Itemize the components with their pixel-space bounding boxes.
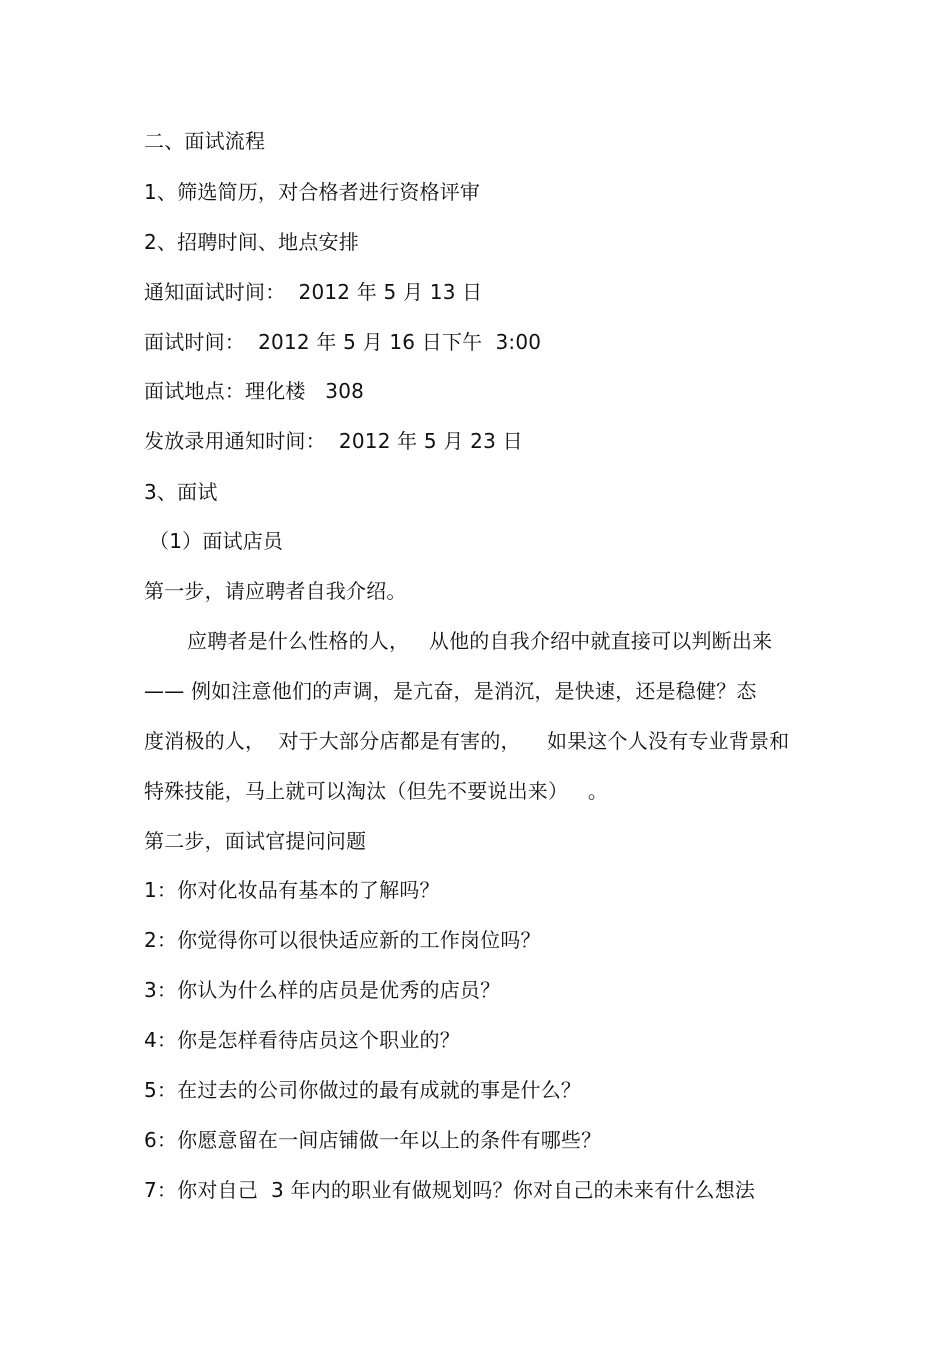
paragraph-line: 度消极的人， 对于大部分店都是有害的， 如果这个人没有专业背景和	[144, 729, 790, 753]
notice-time: 通知面试时间： 2012 年 5 月 13 日	[144, 280, 483, 304]
section-heading: 二、面试流程	[144, 129, 266, 153]
paragraph-line: —— 例如注意他们的声调，是亢奋，是消沉，是快速，还是稳健？态	[144, 679, 757, 703]
step-interview: 3、面试	[144, 480, 218, 504]
question-item: 7：你对自己 3 年内的职业有做规划吗？你对自己的未来有什么想法	[144, 1178, 756, 1202]
offer-notice-time: 发放录用通知时间： 2012 年 5 月 23 日	[144, 429, 523, 453]
step-screen-resumes: 1、筛选简历，对合格者进行资格评审	[144, 180, 481, 204]
sub-heading-clerk-interview: （1）面试店员	[149, 529, 284, 553]
interview-place: 面试地点：理化楼 308	[144, 379, 365, 403]
paragraph-line: 特殊技能，马上就可以淘汰（但先不要说出来） 。	[144, 779, 609, 803]
question-item: 2：你觉得你可以很快适应新的工作岗位吗？	[144, 928, 541, 952]
second-step: 第二步，面试官提问问题	[144, 829, 367, 853]
first-step: 第一步，请应聘者自我介绍。	[144, 579, 407, 603]
question-item: 1：你对化妆品有基本的了解吗？	[144, 878, 440, 902]
question-item: 4：你是怎样看待店员这个职业的？	[144, 1028, 460, 1052]
interview-time: 面试时间： 2012 年 5 月 16 日下午 3:00	[144, 330, 542, 354]
paragraph-line: 应聘者是什么性格的人， 从他的自我介绍中就直接可以判断出来	[187, 629, 773, 653]
step-schedule: 2、招聘时间、地点安排	[144, 230, 359, 254]
question-item: 3：你认为什么样的店员是优秀的店员？	[144, 978, 501, 1002]
question-item: 5：在过去的公司你做过的最有成就的事是什么？	[144, 1078, 582, 1102]
question-item: 6：你愿意留在一间店铺做一年以上的条件有哪些？	[144, 1128, 602, 1152]
